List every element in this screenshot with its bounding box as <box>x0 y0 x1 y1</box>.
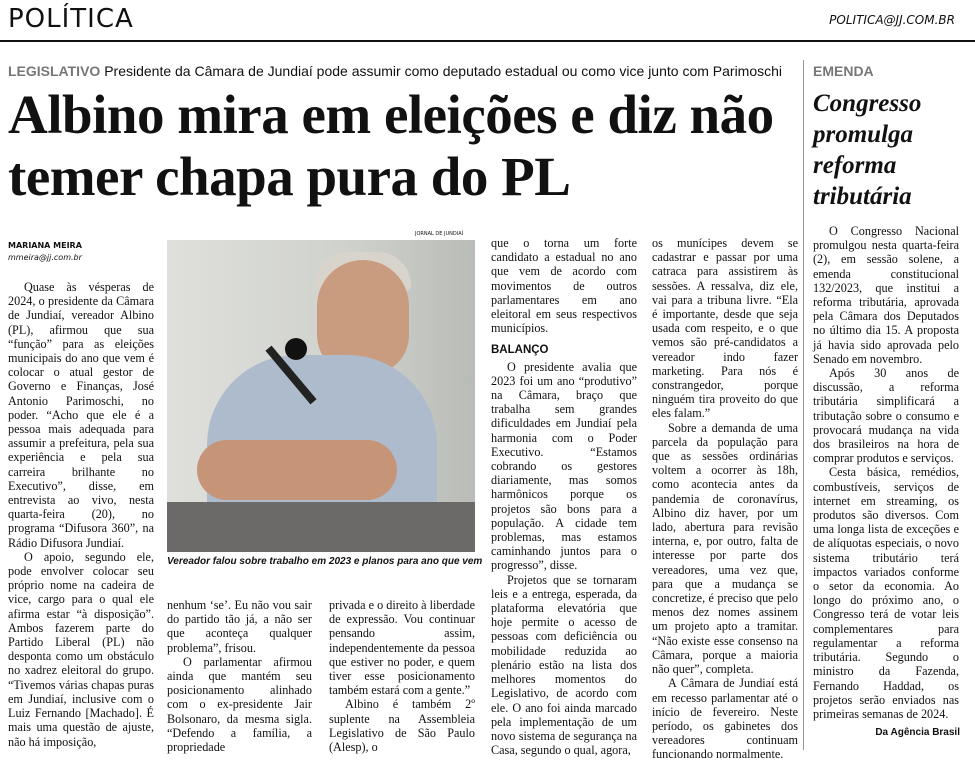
author-email[interactable]: mmeira@jj.com.br <box>8 253 82 262</box>
section-title: POLÍTICA <box>8 4 134 34</box>
paragraph: Quase às vésperas de 2024, o presidente da Câmara de Jundiaí, vereador Albino (PL), afirmou que sua “função” para as eleições municipais do ano que vem é colocar o atual gestor de Governo e Finanças, José Antonio Parimoschi, no poder. “Acho que ele é a pessoa mais adequada para assumir a prefeitura, pela sua experiência e pela sua carreira brilhante no Executivo”, disse, em entrevista ao vivo, nesta quarta-feira (20), no programa “Difusora 360”, na Rádio Difusora Jundiaí. <box>8 280 154 550</box>
photo-caption: Vereador falou sobre trabalho em 2023 e planos para ano que vem <box>167 556 483 567</box>
article-column-3 <box>329 598 475 754</box>
article-column-2 <box>167 598 312 754</box>
paragraph: Cesta básica, remédios, combustíveis, serviços de internet em streaming, os produtos são diversos. Com uma longa lista de exceções e de alíquotas especiais, o novo sistema tributário terá impactos variados conforme o setor da economia. Ao longo do próximo ano, o Congresso terá de votar leis complementares para regulamentar a reforma tributária. Segundo o ministro da Fazenda, Fernando Haddad, os projetos serão enviados nas primeiras semanas de 2024. <box>813 465 959 721</box>
sidebar-kicker: EMENDA <box>813 63 874 79</box>
paragraph: Após 30 anos de discussão, a reforma tributária simplificará a tributação sobre o consumo e provocará mudança na vida dos brasileiros na hora de comprar produtos e serviços. <box>813 366 959 466</box>
paragraph: Albino é também 2º suplente na Assembleia Legislativo de São Paulo (Alesp), o <box>329 697 475 755</box>
author-name: MARIANA MEIRA <box>8 241 82 250</box>
byline <box>8 240 82 264</box>
paragraph: privada e o direito à liberdade de expressão. Vou continuar pensando assim, independentemente da pessoa que estiver no poder, e quem tiver esse posicionamento também estará com a gente.” <box>329 598 475 698</box>
paragraph: O Congresso Nacional promulgou nesta quarta-feira (2), em sessão solene, a emenda constitucional 132/2023, que institui a reforma tributária, aprovada pela Câmara dos Deputados no último dia 15. A proposta já havia sido aprovada pelo Senado em novembro. <box>813 224 959 366</box>
paragraph: O parlamentar afirmou ainda que mantém seu posicionamento alinhado com o ex-presidente Jair Bolsonaro, da mesma sigla. “Defendo a família, a propriedade <box>167 654 312 755</box>
paragraph: O presidente avalia que 2023 foi um ano “produtivo” na Câmara, braço que trabalha sem grandes dificuldades em Jundiaí pela harmonia com o Poder Executivo. “Estamos cobrando os gestores diariamente, mas somos harmônicos porque os projetos são bons para a população. A cidade tem problemas, mas estamos caminhando juntos para o progresso”, disse. <box>491 359 637 573</box>
article-column-1 <box>8 280 154 749</box>
page-header <box>0 0 975 42</box>
paragraph: O apoio, segundo ele, pode envolver colocar seu próprio nome na cadeira de vice, cargo para o qual ele afirma estar “à disposição”. Ambos fazerem parte do Partido Liberal (PL) não desponta como um obstáculo no xadrez eleitoral do grupo. “Tivemos várias chapas puras em Jundiaí, inclusive com o Luiz Fernando [Machado]. É mais uma questão de ajuste, não há imposição, <box>8 549 154 749</box>
article-column-5 <box>652 236 798 762</box>
sidebar-body <box>813 224 959 721</box>
subheading: BALANÇO <box>491 344 549 357</box>
article-kicker <box>8 63 782 79</box>
article-photo <box>167 240 475 552</box>
paragraph: os munícipes devem se cadastrar e passar por uma catraca para assistirem às sessões. A ressalva, diz ele, vai para a tribuna livre. “Ela é importante, desde que seja usada com respeito, e o que vemos são pré-candidatos a vereador indo fazer marketing. Para nós é constrangedor, porque ninguém tira proveito do que eles falam.” <box>652 236 798 421</box>
article-headline: Albino mira em eleições e diz não temer chapa pura do PL <box>8 84 774 207</box>
paragraph: A Câmara de Jundiaí está em recesso parlamentar até o início de fevereiro. Neste período, os gabinetes dos vereadores continuam funcionando normalmente. <box>652 676 798 762</box>
paragraph: Sobre a demanda de uma parcela da população para que as sessões ordinárias voltem a ocorrer às 18h, como acontecia antes da pandemia de coronavírus, Albino diz haver, por um lado, abertura para revisão interna, e, por outro, falta de interesse por parte dos vereadores, uma vez que, para que a mudança se concretize, é preciso que pelo menos dez nomes assinem um projeto apto a tramitar. “Não existe esse consenso na Câmara, porque a maioria não quer”, completa. <box>652 420 798 677</box>
paragraph: nenhum ‘se’. Eu não vou sair do partido tão já, a não ser que aconteça qualquer problema”, frisou. <box>167 598 312 655</box>
sidebar-source: Da Agência Brasil <box>875 727 960 738</box>
kicker-text: Presidente da Câmara de Jundiaí pode assumir como deputado estadual ou como vice junto com Parimoschi <box>104 63 783 79</box>
paragraph: Projetos que se tornaram leis e a entrega, esperada, da plataforma elevatória que hoje permite o acesso de pessoas com deficiência ou mobilidade reduzida ao plenário estão na lista dos melhores momentos do Legislativo, de acordo com ele. O ano foi ainda marcado pela implementação de um novo sistema de segurança na Casa, segundo o qual, agora, <box>491 572 637 758</box>
microphone-icon <box>285 338 307 360</box>
section-email[interactable]: POLITICA@JJ.COM.BR <box>829 13 955 27</box>
kicker-label: LEGISLATIVO <box>8 63 101 79</box>
article-column-4 <box>491 236 637 757</box>
paragraph: que o torna um forte candidato a estadual no ano que vem de acordo com movimentos de outros parlamentares em ano eleitoral em seus respectivos municípios. <box>491 236 637 336</box>
column-divider <box>803 60 804 750</box>
photo-credit: JORNAL DE JUNDIAÍ <box>415 231 464 237</box>
sidebar-headline: Congresso promulga reforma tributária <box>813 90 922 210</box>
